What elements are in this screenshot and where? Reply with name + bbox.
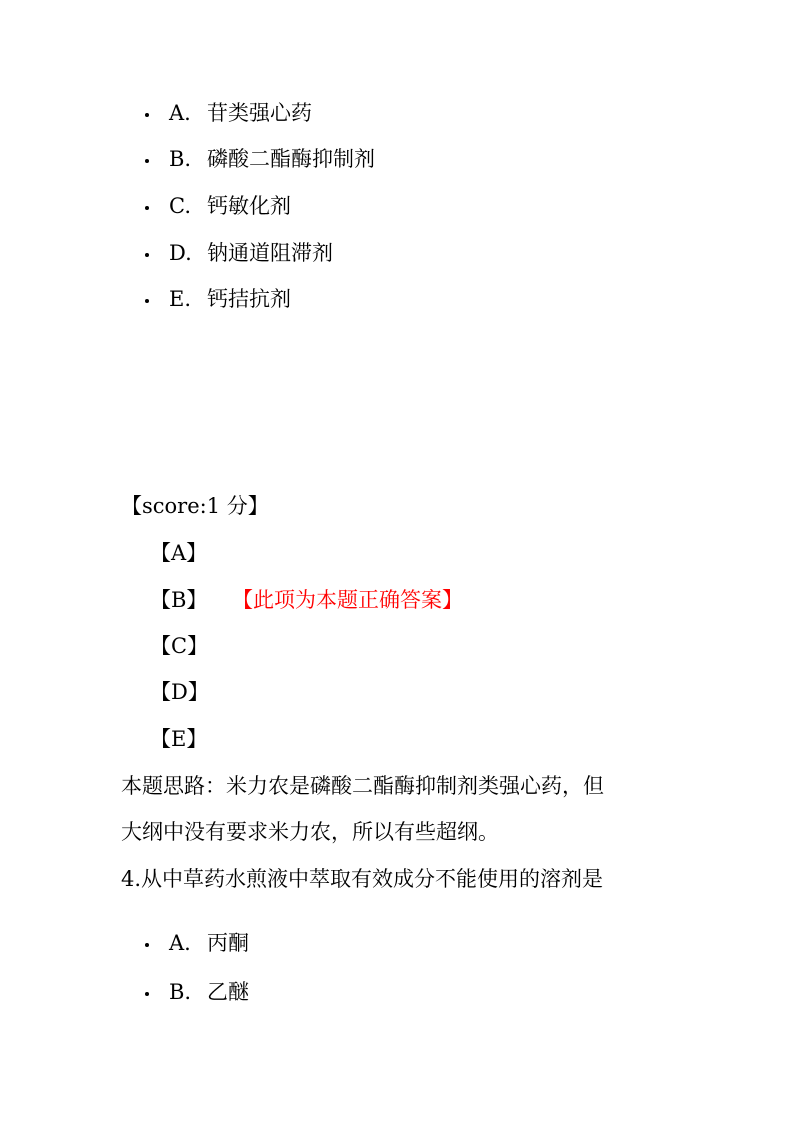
option-text: 钙拮抗剂 <box>207 287 291 311</box>
option-e <box>145 286 291 312</box>
option-letter: D. <box>169 241 192 265</box>
q4-option-b <box>145 979 249 1005</box>
answer-mark: 【A】 <box>150 541 208 565</box>
answer-b <box>150 587 463 613</box>
option-text: 钙敏化剂 <box>207 194 291 218</box>
option-text: 丙酮 <box>207 931 249 955</box>
explanation-line-1: 本题思路：米力农是磷酸二酯酶抑制剂类强心药，但 <box>121 774 604 798</box>
explanation-line-2: 大纲中没有要求米力农，所以有些超纲。 <box>121 820 499 844</box>
option-text: 乙醚 <box>207 980 249 1004</box>
question-4-title: 4.从中草药水煎液中萃取有效成分不能使用的溶剂是 <box>121 867 604 891</box>
answer-mark: 【C】 <box>150 634 209 658</box>
answer-d <box>150 679 232 705</box>
option-d <box>145 240 333 266</box>
answer-a <box>150 540 232 566</box>
option-letter: B. <box>169 980 192 1004</box>
answer-e <box>150 726 232 752</box>
option-letter: A. <box>169 101 191 125</box>
answer-c <box>150 633 232 659</box>
score-label: 【score:1 分】 <box>121 494 269 518</box>
option-text: 苷类强心药 <box>207 101 312 125</box>
option-c <box>145 193 291 219</box>
correct-answer-note: 【此项为本题正确答案】 <box>232 588 463 612</box>
q4-option-a <box>145 930 249 956</box>
option-letter: E. <box>169 287 192 311</box>
option-letter: C. <box>169 194 191 218</box>
option-text: 钠通道阻滞剂 <box>207 241 333 265</box>
option-a <box>145 100 312 126</box>
option-letter: A. <box>169 931 191 955</box>
option-letter: B. <box>169 147 192 171</box>
option-text: 磷酸二酯酶抑制剂 <box>207 147 375 171</box>
answer-mark: 【B】 <box>150 588 208 612</box>
answer-mark: 【D】 <box>150 680 209 704</box>
option-b <box>145 146 375 172</box>
answer-mark: 【E】 <box>150 727 208 751</box>
